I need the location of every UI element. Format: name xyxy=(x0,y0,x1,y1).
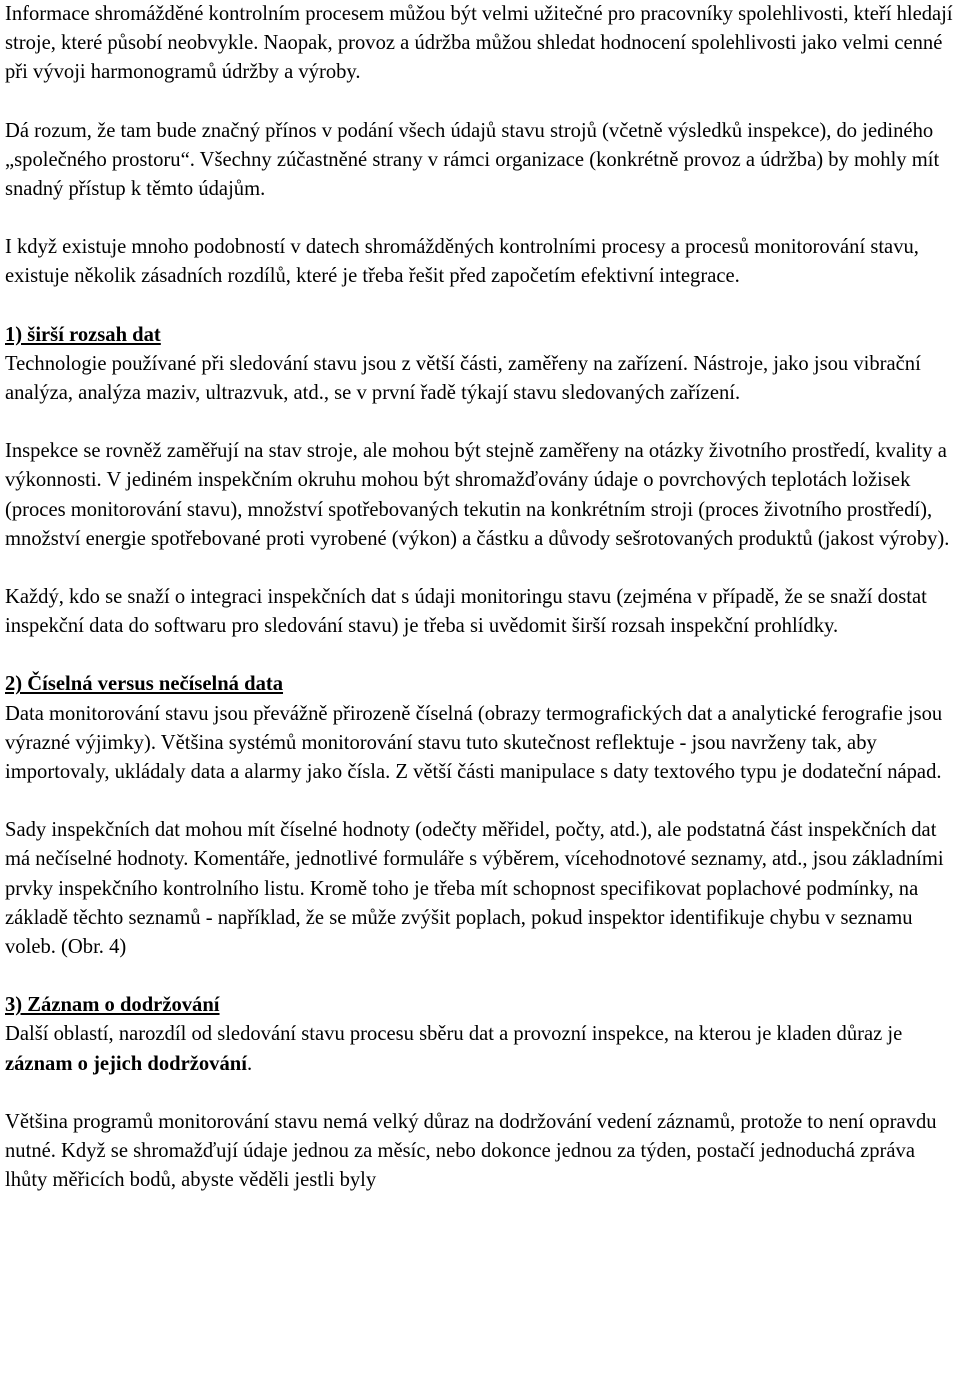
section-heading-broader-scope: 1) širší rozsah dat xyxy=(5,323,161,346)
spacer xyxy=(5,204,955,233)
paragraph-monitoring-data: Data monitorování stavu jsou převážně přirozeně číselná (obrazy termografických dat a analytické ferografie jsou výrazné výjimky). Většina systémů monitorování stavu tuto skutečnost reflektuje - jsou navrženy tak, aby importovaly, ukládaly data a alarmy jako čísla. Z větší části manipulace s daty textového typu je dodateční nápad. xyxy=(5,702,943,784)
compliance-text-start: Další oblastí, narozdíl od sledování stavu procesu sběru dat a provozní inspekce, na kterou je kladen důraz je xyxy=(5,1023,903,1046)
paragraph-compliance xyxy=(5,1020,955,1078)
spacer xyxy=(5,88,955,117)
spacer xyxy=(5,292,955,321)
spacer xyxy=(5,962,955,991)
spacer xyxy=(5,1079,955,1108)
paragraph-integration: Každý, kdo se snaží o integraci inspekčních dat s údaji monitoringu stavu (zejména v případě, že se snaží dostat inspekční data do softwaru pro sledování stavu) je třeba si uvědomit širší rozsah inspekční prohlídky. xyxy=(5,586,927,638)
spacer xyxy=(5,554,955,583)
document-page xyxy=(5,0,955,1196)
spacer xyxy=(5,787,955,816)
section-heading-numeric-data: 2) Číselná versus nečíselná data xyxy=(5,673,284,696)
paragraph-inspections: Inspekce se rovněž zaměřují na stav stroje, ale mohou být stejně zaměřeny na otázky životního prostředí, kvality a výkonnosti. V jediném inspekčním okruhu mohou být shromažďovány údaje o povrchových teplotách ložisek (proces monitorování stavu), množství spotřebovaných tekutin na konkrétním stroji (proces životního prostředí), množství energie spotřebované proti vyrobené (výkon) a částku a důvody sešrotovaných produktů (jakost výroby). xyxy=(5,440,950,550)
paragraph-record-keeping: Většina programů monitorování stavu nemá velký důraz na dodržování vedení záznamů, protože to není opravdu nutné. Když se shromažďují údaje jednou za měsíc, nebo dokonce jednou za týden, postačí jednoduchá zpráva lhůty měřicích bodů, abyste věděli jestli byly xyxy=(5,1110,937,1192)
paragraph-inspection-data: Sady inspekčních dat mohou mít číselné hodnoty (odečty měřidel, počty, atd.), ale podstatná část inspekčních dat má nečíselné hodnoty. Komentáře, jednotlivé formuláře s výběrem, vícehodnotové seznamy, atd., jsou základními prvky inspekčního kontrolního listu. Kromě toho je třeba mít schopnost specifikovat poplachové podmínky, na základě těchto seznamů - například, že se může zvýšit poplach, pokud inspektor identifikuje chybu v seznamu voleb. (Obr. 4) xyxy=(5,819,944,959)
paragraph-common-space: Dá rozum, že tam bude značný přínos v podání všech údajů stavu strojů (včetně výsledků inspekce), do jediného „společného prostoru“. Všechny zúčastněné strany v rámci organizace (konkrétně provoz a údržba) by mohly mít snadný přístup k těmto údajům. xyxy=(5,119,940,201)
paragraph-technologies: Technologie používané při sledování stavu jsou z větší části, zaměřeny na zařízení. Nástroje, jako jsou vibrační analýza, analýza maziv, ultrazvuk, atd., se v první řadě týkají stavu sledovaných zařízení. xyxy=(5,352,921,405)
paragraph-reliability-info: Informace shromážděné kontrolním procesem můžou být velmi užitečné pro pracovníky spolehlivosti, kteří hledají stroje, které působí neobvykle. Naopak, provoz a údržba můžou shledat hodnocení spolehlivosti jako velmi cenné při vývoji harmonogramů údržby a výroby. xyxy=(5,3,953,84)
paragraph-differences: I když existuje mnoho podobností v datech shromážděných kontrolními procesy a procesů monitorování stavu, existuje několik zásadních rozdílů, které je třeba řešit před započetím efektivní integrace. xyxy=(5,236,919,288)
spacer xyxy=(5,408,955,437)
compliance-text-end: . xyxy=(246,1052,253,1075)
compliance-emphasis: záznam o jejich dodržování xyxy=(5,1052,247,1075)
section-heading-compliance-record: 3) Záznam o dodržování xyxy=(5,994,220,1017)
spacer xyxy=(5,641,955,670)
